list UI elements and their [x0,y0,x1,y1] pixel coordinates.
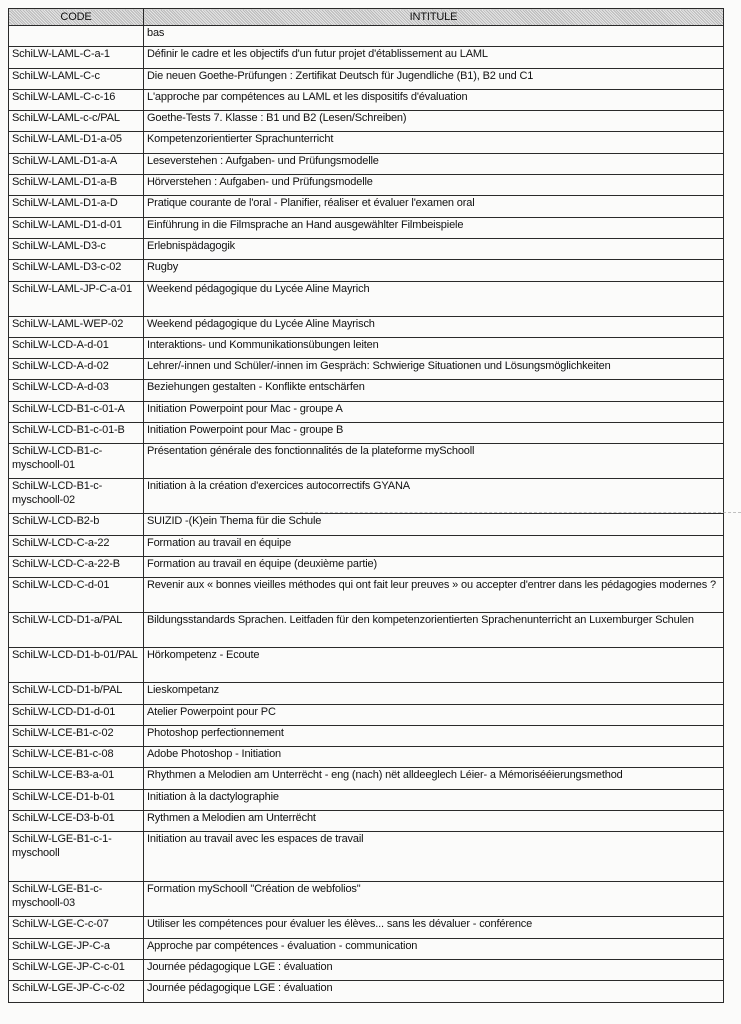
intitule-cell: Erlebnispädagogik [144,238,724,259]
intitule-cell: Journée pédagogique LGE : évaluation [144,981,724,1002]
code-cell: SchiLW-LCD-C-d-01 [9,578,144,613]
code-cell: SchiLW-LGE-JP-C-c-01 [9,959,144,980]
table-row [9,882,724,917]
code-cell: SchiLW-LGE-B1-c-myschooll-03 [9,882,144,917]
code-cell: SchiLW-LAML-JP-C-a-01 [9,281,144,316]
table-row [9,132,724,153]
code-cell: SchiLW-LCD-A-d-03 [9,380,144,401]
intitule-cell: Initiation au travail avec les espaces de travail [144,832,724,882]
intitule-cell: Formation au travail en équipe (deuxième partie) [144,556,724,577]
table-row [9,832,724,882]
intitule-cell: Pratique courante de l'oral - Planifier, réaliser et évaluer l'examen oral [144,196,724,217]
table-row [9,196,724,217]
code-cell: SchiLW-LAML-C-a-1 [9,47,144,68]
table-row [9,260,724,281]
table-row [9,47,724,68]
table-row [9,479,724,514]
code-cell: SchiLW-LCD-C-a-22 [9,535,144,556]
table-row [9,613,724,648]
intitule-cell: Goethe-Tests 7. Klasse : B1 und B2 (Lesen/Schreiben) [144,111,724,132]
table-row [9,556,724,577]
code-cell: SchiLW-LAML-C-c-16 [9,89,144,110]
table-row [9,578,724,613]
table-row [9,704,724,725]
intitule-cell: Journée pédagogique LGE : évaluation [144,959,724,980]
code-cell: SchiLW-LGE-JP-C-a [9,938,144,959]
header-row [9,9,724,26]
intitule-cell: Rythmen a Melodien am Unterrëcht [144,811,724,832]
code-cell [9,26,144,47]
code-cell: SchiLW-LCD-D1-b-01/PAL [9,648,144,683]
intitule-cell: Photoshop perfectionnement [144,725,724,746]
table-row [9,359,724,380]
code-cell: SchiLW-LAML-WEP-02 [9,316,144,337]
code-cell: SchiLW-LCD-B1-c-myschooll-02 [9,479,144,514]
table-row [9,959,724,980]
code-cell: SchiLW-LCE-B3-a-01 [9,768,144,789]
intitule-cell: Die neuen Goethe-Prüfungen : Zertifikat Deutsch für Jugendliche (B1), B2 und C1 [144,68,724,89]
intitule-cell: Hörkompetenz - Ecoute [144,648,724,683]
intitule-cell: Revenir aux « bonnes vieilles méthodes qui ont fait leur preuves » ou accepter d'entrer dans les pédagogies modernes ? [144,578,724,613]
table-row [9,514,724,535]
code-cell: SchiLW-LAML-C-c [9,68,144,89]
intitule-cell: Rugby [144,260,724,281]
scan-tear-line [300,512,741,514]
intitule-cell: Lehrer/-innen und Schüler/-innen im Gespräch: Schwierige Situationen und Lösungsmöglichkeiten [144,359,724,380]
table-row [9,175,724,196]
code-cell: SchiLW-LGE-JP-C-c-02 [9,981,144,1002]
table-row [9,811,724,832]
code-cell: SchiLW-LAML-D1-a-05 [9,132,144,153]
code-cell: SchiLW-LGE-B1-c-1-myschooll [9,832,144,882]
code-cell: SchiLW-LAML-D1-a-A [9,153,144,174]
table-row [9,981,724,1002]
intitule-cell: Atelier Powerpoint pour PC [144,704,724,725]
intitule-cell: Approche par compétences - évaluation - communication [144,938,724,959]
training-table [8,8,724,1003]
table-row [9,316,724,337]
intitule-cell: Einführung in die Filmsprache an Hand ausgewählter Filmbeispiele [144,217,724,238]
code-cell: SchiLW-LCD-A-d-02 [9,359,144,380]
code-cell: SchiLW-LGE-C-c-07 [9,917,144,938]
code-cell: SchiLW-LCE-D3-b-01 [9,811,144,832]
intitule-cell: Bildungsstandards Sprachen. Leitfaden für den kompetenzorientierten Sprachenunterricht an Luxemburger Schulen [144,613,724,648]
intitule-cell: L'approche par compétences au LAML et les dispositifs d'évaluation [144,89,724,110]
table-row [9,380,724,401]
intitule-cell: Initiation à la dactylographie [144,789,724,810]
table-row [9,683,724,704]
code-cell: SchiLW-LCD-B2-b [9,514,144,535]
intitule-cell: Formation au travail en équipe [144,535,724,556]
code-cell: SchiLW-LCE-B1-c-08 [9,747,144,768]
code-cell: SchiLW-LAML-D3-c-02 [9,260,144,281]
code-cell: SchiLW-LCD-B1-c-myschooll-01 [9,444,144,479]
table-row [9,938,724,959]
intitule-cell: Définir le cadre et les objectifs d'un futur projet d'établissement au LAML [144,47,724,68]
table-row [9,917,724,938]
table-row [9,337,724,358]
intitule-cell: Présentation générale des fonctionnalités de la plateforme mySchooll [144,444,724,479]
table-row [9,153,724,174]
intitule-cell: Leseverstehen : Aufgaben- und Prüfungsmodelle [144,153,724,174]
code-cell: SchiLW-LCD-D1-a/PAL [9,613,144,648]
intitule-cell: Lieskompetanz [144,683,724,704]
table-row [9,725,724,746]
intitule-cell: Beziehungen gestalten - Konflikte entschärfen [144,380,724,401]
code-cell: SchiLW-LCD-C-a-22-B [9,556,144,577]
table-row [9,217,724,238]
intitule-cell: Rhythmen a Melodien am Unterrëcht - eng (nach) nët alldeeglech Léier- a Mémorisééierungsmethod [144,768,724,789]
code-column-header: CODE [9,9,144,26]
intitule-cell: Initiation Powerpoint pour Mac - groupe B [144,423,724,444]
table-row [9,535,724,556]
code-cell: SchiLW-LAML-D1-d-01 [9,217,144,238]
table-row [9,89,724,110]
intitule-cell: SUIZID -(K)ein Thema für die Schule [144,514,724,535]
table-row [9,281,724,316]
intitule-cell: Utiliser les compétences pour évaluer les élèves... sans les dévaluer - conférence [144,917,724,938]
code-cell: SchiLW-LCD-D1-d-01 [9,704,144,725]
intitule-cell: Formation mySchooll "Création de webfolios" [144,882,724,917]
code-cell: SchiLW-LCD-D1-b/PAL [9,683,144,704]
intitule-cell: Adobe Photoshop - Initiation [144,747,724,768]
intitule-cell: Weekend pédagogique du Lycée Aline Mayrisch [144,316,724,337]
intitule-column-header: INTITULE [144,9,724,26]
code-cell: SchiLW-LCE-D1-b-01 [9,789,144,810]
intitule-cell: Initiation à la création d'exercices autocorrectifs GYANA [144,479,724,514]
code-cell: SchiLW-LCD-B1-c-01-A [9,401,144,422]
code-cell: SchiLW-LAML-D1-a-D [9,196,144,217]
code-cell: SchiLW-LCD-B1-c-01-B [9,423,144,444]
table-row [9,68,724,89]
table-row [9,238,724,259]
table-row [9,111,724,132]
intitule-cell: Hörverstehen : Aufgaben- und Prüfungsmodelle [144,175,724,196]
table-row [9,768,724,789]
table-row [9,423,724,444]
intitule-cell: bas [144,26,724,47]
intitule-cell: Kompetenzorientierter Sprachunterricht [144,132,724,153]
table-row [9,444,724,479]
intitule-cell: Weekend pédagogique du Lycée Aline Mayrich [144,281,724,316]
table-row [9,789,724,810]
code-cell: SchiLW-LAML-D1-a-B [9,175,144,196]
intitule-cell: Initiation Powerpoint pour Mac - groupe A [144,401,724,422]
table-row [9,401,724,422]
table-row [9,26,724,47]
code-cell: SchiLW-LCD-A-d-01 [9,337,144,358]
code-cell: SchiLW-LAML-D3-c [9,238,144,259]
code-cell: SchiLW-LAML-c-c/PAL [9,111,144,132]
code-cell: SchiLW-LCE-B1-c-02 [9,725,144,746]
table-row [9,747,724,768]
intitule-cell: Interaktions- und Kommunikationsübungen leiten [144,337,724,358]
table-row [9,648,724,683]
